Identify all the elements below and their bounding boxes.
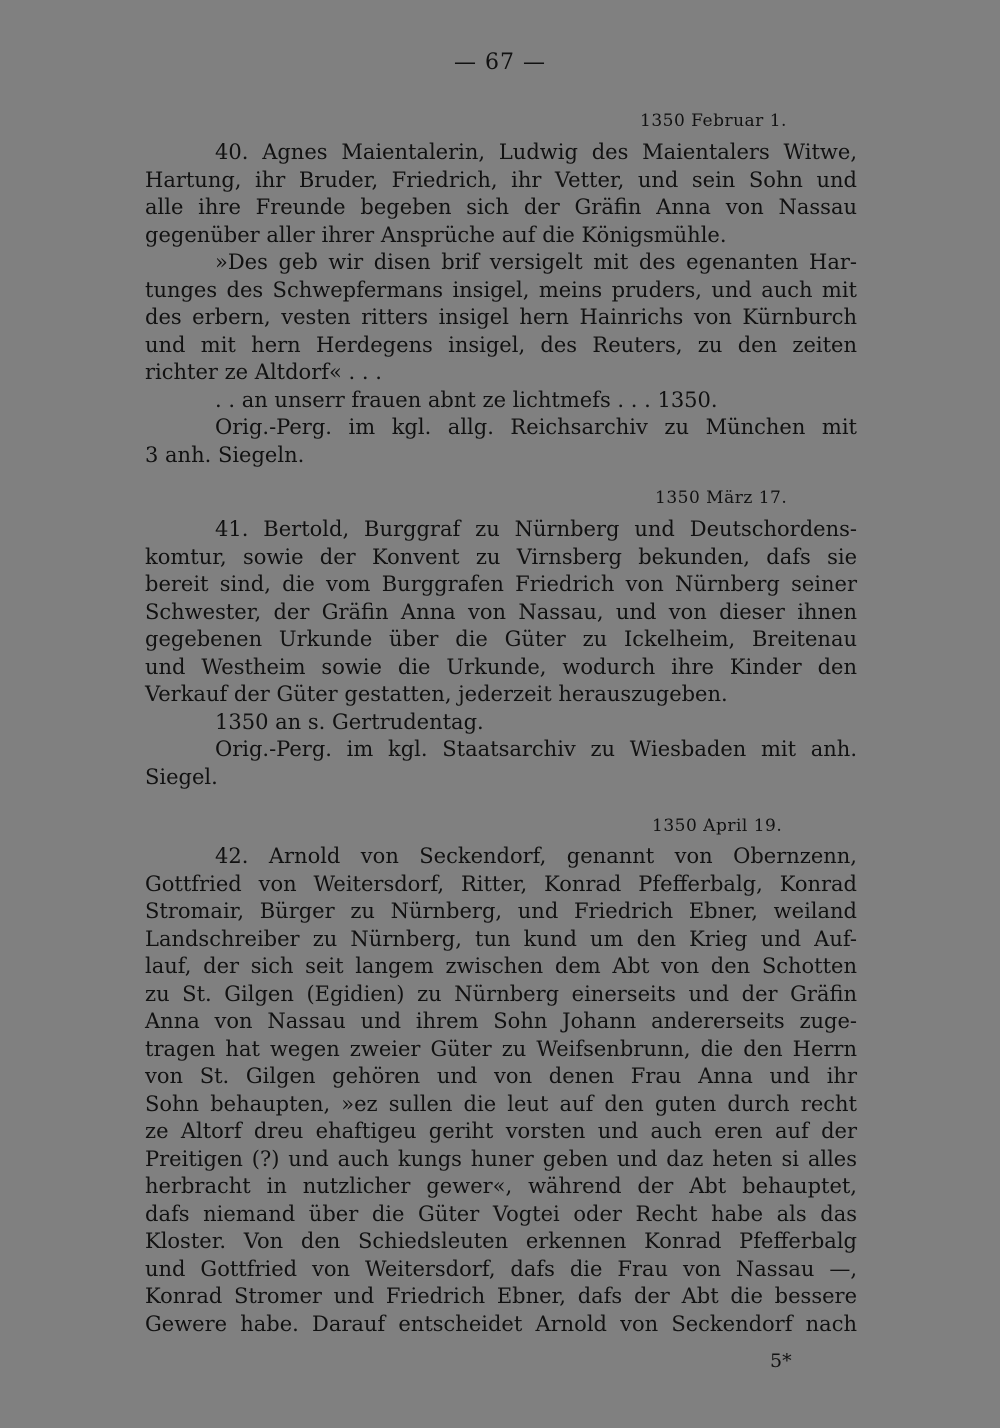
entry-date: 1350 Februar 1. xyxy=(640,111,787,131)
text-line: bereit sind, die vom Burggrafen Friedrich von Nürnberg seiner xyxy=(145,572,857,596)
text-line: Hartung, ihr Bruder, Friedrich, ihr Vetter, und sein Sohn und xyxy=(145,167,857,192)
text-line: Stromair, Bürger zu Nürnberg, und Friedrich Ebner, weiland xyxy=(145,899,857,923)
text-line: lauf, der sich seit langem zwischen dem Abt von den Schotten xyxy=(145,954,857,978)
text-line: Gottfried von Weitersdorf, Ritter, Konrad Pfefferbalg, Konrad xyxy=(145,871,857,896)
text-line: Konrad Stromer und Friedrich Ebner, dafs der Abt die bessere xyxy=(145,1284,857,1308)
text-line: Anna von Nassau und ihrem Sohn Johann andererseits zuge- xyxy=(145,1009,857,1033)
text-line: 1350 an s. Gertrudentag. xyxy=(215,709,484,734)
text-line: und Gottfried von Weitersdorf, dafs die Frau von Nassau —, xyxy=(145,1256,857,1281)
text-line: und Westheim sowie die Urkunde, wodurch ihre Kinder den xyxy=(145,654,857,679)
text-line: komtur, sowie der Konvent zu Virnsberg bekunden, dafs sie xyxy=(145,544,857,569)
text-line: Sohn behaupten, »ez sullen die leut auf den guten durch recht xyxy=(145,1091,857,1116)
text-line: richter ze Altdorf« . . . xyxy=(145,360,382,384)
entry-40 xyxy=(145,139,857,469)
text-line: . . an unserr frauen abnt ze lichtmefs . . . 1350. xyxy=(215,387,718,412)
text-line: Preitigen (?) und auch kungs huner geben und daz heten si alles xyxy=(145,1146,857,1171)
text-line: herbracht in nutzlicher gewer«, während der Abt behauptet, xyxy=(145,1174,857,1198)
text-line: 3 anh. Siegeln. xyxy=(145,442,305,467)
text-line: ze Altorf dreu ehaftigeu geriht vorsten und auch eren auf der xyxy=(145,1119,857,1143)
text-line: Kloster. Von den Schiedsleuten erkennen Konrad Pfefferbalg xyxy=(145,1229,857,1253)
text-line: gegenüber aller ihrer Ansprüche auf die Königsmühle. xyxy=(145,222,727,247)
page-number: — 67 — xyxy=(454,50,546,75)
text-line: 40. Agnes Maientalerin, Ludwig des Maientalers Witwe, xyxy=(215,140,857,164)
text-line: Orig.-Perg. im kgl. Staatsarchiv zu Wiesbaden mit anh. xyxy=(215,737,857,761)
text-line: 41. Bertold, Burggraf zu Nürnberg und Deutschordens- xyxy=(215,517,857,541)
text-line: alle ihre Freunde begeben sich der Gräfin Anna von Nassau xyxy=(145,195,857,219)
text-line: Verkauf der Güter gestatten, jederzeit herauszugeben. xyxy=(145,682,728,706)
entry-41 xyxy=(145,516,857,791)
text-line: 42. Arnold von Seckendorf, genannt von Obernzenn, xyxy=(215,844,857,868)
text-line: tunges des Schwepfermans insigel, meins pruders, und auch mit xyxy=(145,277,857,302)
entry-42 xyxy=(145,843,857,1338)
text-line: Gewere habe. Darauf entscheidet Arnold von Seckendorf nach xyxy=(145,1311,857,1336)
entry-date: 1350 April 19. xyxy=(652,816,783,836)
text-line: des erbern, vesten ritters insigel hern Hainrichs von Kürnburch xyxy=(145,305,857,329)
text-line: Orig.-Perg. im kgl. allg. Reichsarchiv zu München mit xyxy=(215,415,857,439)
text-line: Schwester, der Gräfin Anna von Nassau, und von dieser ihnen xyxy=(145,599,857,624)
text-line: gegebenen Urkunde über die Güter zu Ickelheim, Breitenau xyxy=(145,627,857,651)
entry-date: 1350 März 17. xyxy=(655,488,788,508)
text-line: von St. Gilgen gehören und von denen Frau Anna und ihr xyxy=(145,1064,857,1088)
signature-mark: 5* xyxy=(770,1350,792,1372)
text-line: dafs niemand über die Güter Vogtei oder Recht habe als das xyxy=(145,1201,857,1226)
text-line: und mit hern Herdegens insigel, des Reuters, zu den zeiten xyxy=(145,332,857,357)
text-line: tragen hat wegen zweier Güter zu Weifsenbrunn, die den Herrn xyxy=(145,1036,857,1061)
text-line: Landschreiber zu Nürnberg, tun kund um den Krieg und Auf- xyxy=(145,926,857,951)
text-line: Siegel. xyxy=(145,764,218,789)
text-line: »Des geb wir disen brif versigelt mit des egenanten Har- xyxy=(215,250,857,274)
text-line: zu St. Gilgen (Egidien) zu Nürnberg einerseits und der Gräfin xyxy=(145,981,857,1006)
